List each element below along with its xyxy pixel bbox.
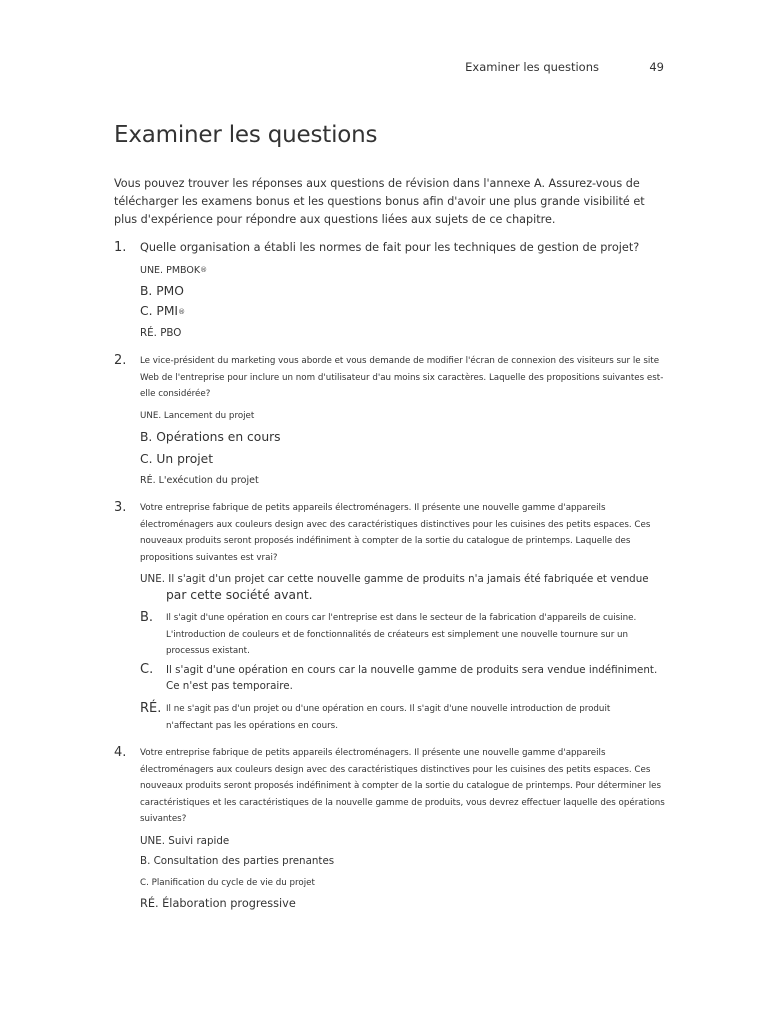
running-header	[0, 60, 768, 76]
option-a: UNE. PMBOK®	[140, 265, 208, 276]
option-d: RÉ. PBO	[140, 327, 182, 339]
option-a: UNE. Suivi rapide	[140, 835, 230, 847]
option-b: B. Consultation des parties prenantes	[140, 855, 335, 867]
option-b: B. Opérations en cours	[140, 430, 281, 444]
question-number: 1.	[114, 240, 127, 255]
option-a-line-2: par cette société avant.	[166, 588, 313, 602]
option-b: B. PMO	[140, 284, 184, 298]
option-c: C. Un projet	[140, 452, 214, 466]
header-title: Examiner les questions	[465, 60, 599, 74]
question-text: Votre entreprise fabrique de petits appareils électroménagers. Il présente une nouvelle gamme d'appareils électroménagers aux couleurs design avec des caractéristiques distinctives pour les cuisines des petits espaces. Ces nouveaux produits seront proposés indéfiniment à compter de la sortie du catalogue de printemps. Laquelle des propositions suivantes est vrai?	[140, 503, 651, 563]
option-a-line-1: UNE. Il s'agit d'un projet car cette nouvelle gamme de produits n'a jamais été fabriquée et vendue	[140, 573, 649, 585]
option-d: RÉ. Élaboration progressive	[140, 897, 296, 910]
option-c: C. PMI®	[140, 304, 186, 318]
question-text: Votre entreprise fabrique de petits appareils électroménagers. Il présente une nouvelle gamme d'appareils électroménagers aux couleurs design avec des caractéristiques distinctives pour les cuisines des petits espaces. Ces nouveaux produits seront proposés indéfiniment à compter de la sortie du catalogue de printemps. Pour déterminer les caractéristiques et les caractéristiques de la nouvelle gamme de produits, vous devrez effectuer laquelle des opérations suivantes?	[140, 748, 665, 824]
option-d: RÉ. L'exécution du projet	[140, 475, 259, 486]
option-c: C. Planification du cycle de vie du projet	[140, 878, 315, 888]
option-a: UNE. Lancement du projet	[140, 411, 255, 421]
page-number: 49	[649, 60, 664, 74]
question-number: 2.	[114, 353, 127, 368]
question-number: 4.	[114, 745, 127, 760]
question-text: Le vice-président du marketing vous aborde et vous demande de modifier l'écran de connexion des visiteurs sur le site Web de l'entreprise pour inclure un nom d'utilisateur d'au moins six caractères. Laquelle des propositions suivantes est-elle considérée?	[140, 356, 664, 399]
question-text: Quelle organisation a établi les normes de fait pour les techniques de gestion de projet?	[140, 241, 640, 254]
question-number: 3.	[114, 500, 127, 515]
intro-paragraph: Vous pouvez trouver les réponses aux questions de révision dans l'annexe A. Assurez-vous de télécharger les examens bonus et les questions bonus afin d'avoir une plus grande visibilité et plus d'expérience pour répondre aux questions liées aux sujets de ce chapitre.	[114, 177, 645, 226]
section-title: Examiner les questions	[114, 122, 378, 148]
